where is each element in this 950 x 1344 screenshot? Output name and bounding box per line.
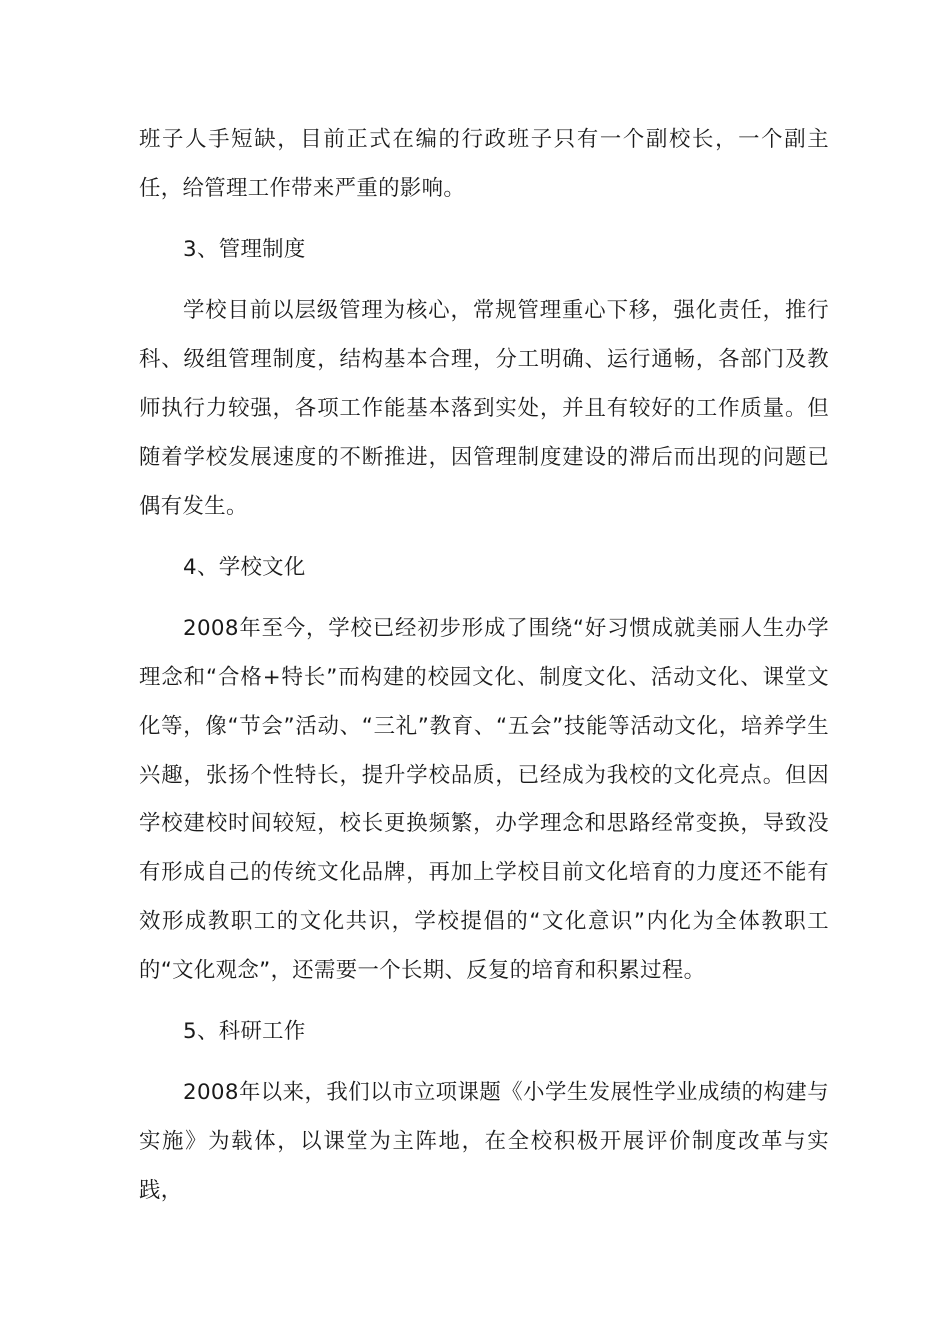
paragraph-leadership-shortage: 班子人手短缺，目前正式在编的行政班子只有一个副校长，一个副主任，给管理工作带来严重的影响。 <box>139 127 829 201</box>
paragraph-gap <box>139 275 829 288</box>
paragraph-gap <box>139 1057 829 1070</box>
paragraph-school-culture: 2008年至今，学校已经初步形成了围绕“好习惯成就美丽人生办学理念和“合格+特长”而构建的校园文化、制度文化、活动文化、课堂文化等，像“节会”活动、“三礼”教育、“五会”技能等活动文化，培养学生兴趣，张扬个性特长，提升学校品质，已经成为我校的文化亮点。但因学校建校时间较短，校长更换频繁，办学理念和思路经常变换，导致没有形成自己的传统文化品牌，再加上学校目前文化培育的力度还不能有效形成教职工的文化共识，学校提倡的“文化意识”内化为全体教职工的“文化观念”，还需要一个长期、反复的培育和积累过程。 <box>139 616 829 983</box>
paragraph-management-system: 学校目前以层级管理为核心，常规管理重心下移，强化责任，推行科、级组管理制度，结构基本合理，分工明确、运行通畅，各部门及教师执行力较强，各项工作能基本落到实处，并且有较好的工作质量。但随着学校发展速度的不断推进，因管理制度建设的滞后而出现的问题已偶有发生。 <box>139 298 829 519</box>
paragraph-research-work: 2008年以来，我们以市立项课题《小学生发展性学业成绩的构建与实施》为载体，以课堂为主阵地，在全校积极开展评价制度改革与实践， <box>139 1080 829 1203</box>
section-heading-management-system: 3、管理制度 <box>183 237 306 263</box>
paragraph-gap <box>139 593 829 606</box>
paragraph-gap <box>139 531 829 544</box>
paragraph-gap <box>139 996 829 1009</box>
section-heading-research-work: 5、科研工作 <box>183 1019 306 1045</box>
section-heading-school-culture: 4、学校文化 <box>183 554 306 580</box>
paragraph-gap <box>139 214 829 227</box>
document-body <box>139 116 829 1216</box>
